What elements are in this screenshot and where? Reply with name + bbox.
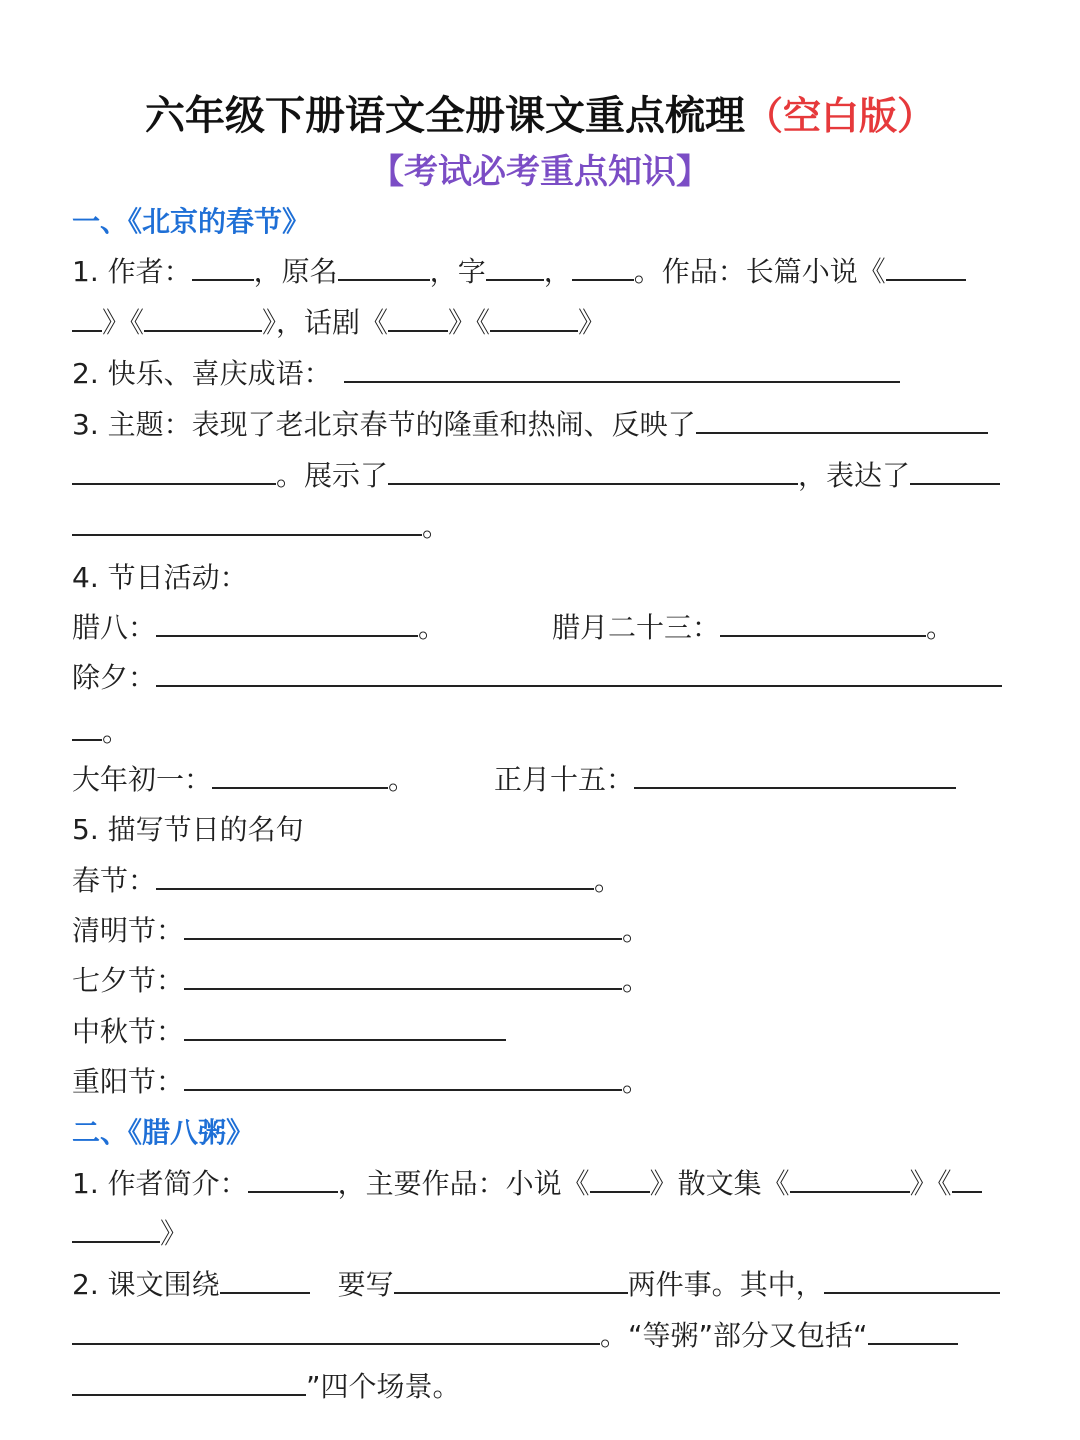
drama2-blank[interactable]	[490, 329, 578, 332]
s2-q1-line2	[72, 1214, 1008, 1254]
qingming-blank[interactable]	[184, 937, 622, 940]
s1-q4: 4. 节日活动：	[72, 561, 248, 594]
author-blank[interactable]	[192, 278, 254, 281]
book-mark-close: 》	[578, 306, 607, 339]
essay2-blank-cont[interactable]	[72, 1240, 160, 1243]
author-intro-blank[interactable]	[248, 1190, 338, 1193]
theme-blank2[interactable]	[72, 482, 276, 485]
orig-name-label: 原名	[281, 255, 338, 288]
chunjie-label: 春节：	[72, 864, 157, 897]
s1-q1-line1	[72, 252, 1008, 292]
period: 。	[594, 864, 623, 897]
period: 。	[926, 611, 955, 644]
layue-row	[552, 608, 954, 648]
period: 。	[633, 255, 662, 288]
s1-q1-line2	[72, 303, 1008, 343]
chuyi-blank[interactable]	[212, 786, 388, 789]
chongyang-row	[72, 1062, 1008, 1102]
s2-q2-line2	[72, 1316, 1008, 1356]
express-blank-cont[interactable]	[72, 533, 422, 536]
s2-q1-line1	[72, 1164, 1008, 1204]
qixi-row	[72, 961, 1008, 1001]
chongyang-label: 重阳节：	[72, 1065, 185, 1098]
express-label: ，表达了	[798, 459, 911, 492]
zi-label: 字	[457, 255, 486, 288]
period: 。	[418, 611, 447, 644]
s2-q2-text: 2. 课文围绕	[72, 1268, 220, 1301]
chuxi-row	[72, 658, 1008, 698]
drama1-blank[interactable]	[388, 329, 448, 332]
express-blank[interactable]	[910, 482, 1000, 485]
page-subtitle: 【考试必考重点知识】	[370, 152, 710, 192]
q1-number: 1.	[72, 255, 99, 288]
works-label: 作品：长篇小说《	[661, 255, 886, 288]
chuxi-blank[interactable]	[156, 684, 1002, 687]
chuxi-row2	[72, 712, 1008, 752]
s1-q3-line2	[72, 456, 1008, 496]
period: 。	[622, 1065, 651, 1098]
main-works-label: ，主要作品：小说《	[337, 1167, 590, 1200]
essays-label: 》散文集《	[649, 1167, 790, 1200]
s2-q2-line1	[72, 1265, 1008, 1305]
zhengyue-label: 正月十五：	[494, 763, 635, 796]
zhongqiu-label: 中秋节：	[72, 1015, 185, 1048]
s1-q3-line1	[72, 405, 1008, 445]
chuxi-label: 除夕：	[72, 661, 157, 694]
novel-blank[interactable]	[590, 1190, 650, 1193]
s2-q2-line3	[72, 1367, 1008, 1407]
q3-text: 3. 主题：表现了老北京春节的隆重和热闹、反映了	[72, 408, 696, 441]
title-badge: （空白版）	[744, 94, 935, 138]
s1-q3-line3	[72, 507, 1008, 547]
two-things-blank[interactable]	[394, 1291, 628, 1294]
chuxi-blank-cont[interactable]	[72, 738, 102, 741]
layue-blank[interactable]	[720, 634, 926, 637]
book-marks: 》《	[448, 306, 491, 339]
scenes-blank-cont[interactable]	[72, 1393, 306, 1396]
qixi-label: 七夕节：	[72, 964, 185, 997]
s2-q1-text: 1. 作者简介：	[72, 1167, 248, 1200]
novel-blank-cont[interactable]	[72, 329, 102, 332]
zhengyue-row	[494, 760, 956, 800]
author-label: 作者：	[107, 255, 192, 288]
theme-blank1[interactable]	[696, 431, 988, 434]
zhongqiu-blank[interactable]	[184, 1038, 506, 1041]
qingming-label: 清明节：	[72, 914, 185, 947]
zi-blank[interactable]	[486, 278, 544, 281]
page-title	[0, 84, 1080, 141]
period: 。	[622, 964, 651, 997]
book-marks: 》《	[102, 306, 145, 339]
novel2-blank[interactable]	[144, 329, 262, 332]
comma: ，	[543, 255, 572, 288]
laba-blank[interactable]	[156, 634, 418, 637]
q2-text: 2. 快乐、喜庆成语：	[72, 357, 332, 390]
period: 。	[388, 763, 417, 796]
essay2-blank[interactable]	[952, 1190, 982, 1193]
detail-blank[interactable]	[824, 1291, 1000, 1294]
s1-q5: 5. 描写节日的名句	[72, 813, 304, 846]
book-marks: 》《	[909, 1167, 952, 1200]
chunjie-blank[interactable]	[156, 887, 594, 890]
chunjie-row	[72, 861, 1008, 901]
show-blank[interactable]	[388, 482, 798, 485]
zhengyue-blank[interactable]	[634, 786, 956, 789]
detail-blank-cont[interactable]	[72, 1342, 600, 1345]
section2-heading: 二、《腊八粥》	[72, 1116, 255, 1149]
s1-q2	[72, 354, 1008, 394]
essay1-blank[interactable]	[790, 1190, 910, 1193]
chuyi-label: 大年初一：	[72, 763, 213, 796]
two-things-label: 两件事。其中，	[627, 1268, 824, 1301]
comma: ，	[429, 255, 458, 288]
scenes-blank[interactable]	[868, 1342, 958, 1345]
orig-name-blank[interactable]	[338, 278, 430, 281]
yaoxie-label: 要写	[337, 1268, 394, 1301]
show-label: 。展示了	[276, 459, 389, 492]
chongyang-blank[interactable]	[184, 1088, 622, 1091]
novel-blank[interactable]	[886, 278, 966, 281]
layue-label: 腊月二十三：	[552, 611, 721, 644]
period: 。	[422, 510, 451, 543]
extra-blank[interactable]	[572, 278, 634, 281]
period: 。	[622, 914, 651, 947]
drama-label: 》，话剧《	[262, 306, 389, 339]
book-mark-close: 》	[160, 1217, 189, 1250]
section1-heading: 一、《北京的春节》	[72, 205, 311, 238]
period: 。	[102, 715, 131, 748]
around-blank[interactable]	[220, 1291, 310, 1294]
qingming-row	[72, 911, 1008, 951]
zhongqiu-row	[72, 1012, 1008, 1052]
laba-label: 腊八：	[72, 611, 157, 644]
qixi-blank[interactable]	[184, 987, 622, 990]
title-main: 六年级下册语文全册课文重点梳理	[144, 93, 745, 139]
idiom-blank[interactable]	[344, 380, 900, 383]
comma: ，	[253, 255, 282, 288]
four-scenes-label: ”四个场景。	[306, 1370, 461, 1403]
wait-label: 。“等粥”部分又包括“	[600, 1319, 868, 1352]
